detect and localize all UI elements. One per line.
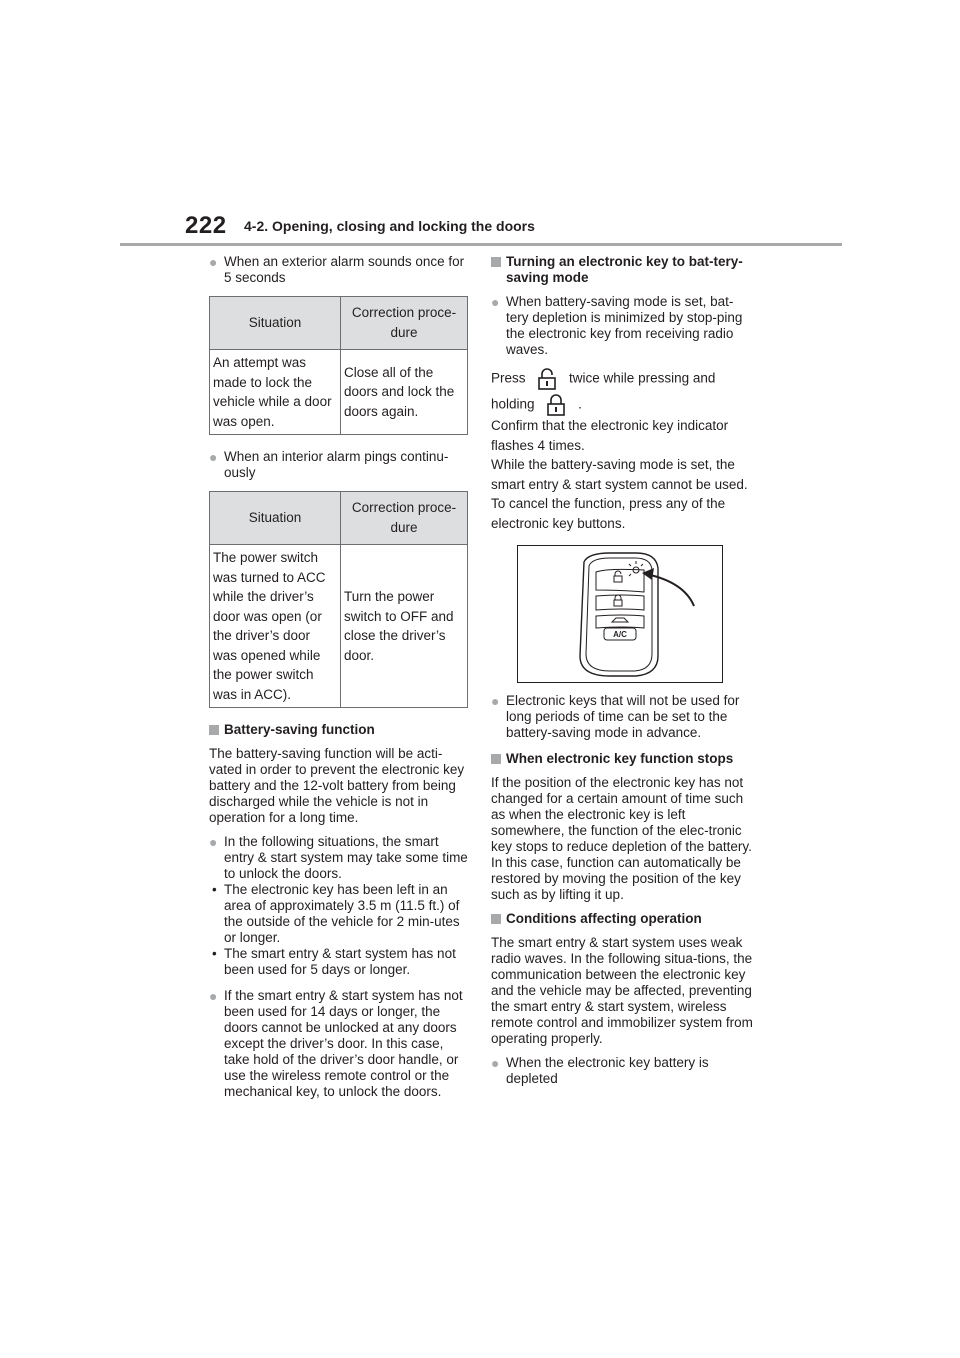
table-header-situation: Situation <box>210 492 341 545</box>
bullet-exterior-alarm: ● When an exterior alarm sounds once for 5 seconds <box>209 254 465 285</box>
holding-instruction: holding . <box>491 394 753 416</box>
circle-bullet-icon: ● <box>491 294 500 310</box>
circle-bullet-icon: ● <box>209 988 218 1004</box>
interior-alarm-table <box>209 491 468 708</box>
bullet-long-periods: ● Electronic keys that will not be used for long periods of time can be set to the battery-saving mode in advance. <box>491 693 740 740</box>
function-stops-paragraph: If the position of the electronic key has not changed for a certain amount of time such as when the electronic key is left somewhere, the function of the elec-tronic key stops to reduce depletion of the battery. <box>491 775 752 854</box>
battery-saving-paragraph: The battery-saving function will be acti-vated in order to prevent the electronic key battery and the 12-volt battery from being discharged while the vehicle is not in operation for a long time. <box>209 746 465 825</box>
bullet-following-situations: ● In the following situations, the smart entry & start system may take some time to unlock the doors. <box>209 834 468 881</box>
bullet-14-days: ● If the smart entry & start system has not been used for 14 days or longer, the doors cannot be unlocked at any doors except the driver’s door. In this case, take hold of the driver’s door handle, or use the wireless remote control or the mechanical key, to unlock the doors. <box>209 988 463 1099</box>
heading-conditions-affecting: Conditions affecting operation <box>491 911 753 927</box>
heading-turning-key: Turning an electronic key to bat-tery-saving mode <box>491 254 753 286</box>
square-marker-icon <box>491 257 501 267</box>
lock-icon <box>538 394 574 416</box>
circle-bullet-icon: ● <box>491 693 500 709</box>
table-cell-situation: An attempt was made to lock the vehicle while a door was open. <box>210 350 341 435</box>
press-instruction: Press twice while pressing and <box>491 368 753 390</box>
ac-button-label: A/C <box>613 630 627 639</box>
dash-item-left-key: • The electronic key has been left in an area of approximately 3.5 m (11.5 ft.) of the outside of the vehicle for 2 min-utes or longer. <box>212 882 460 945</box>
function-restored-paragraph: In this case, function can automatically be restored by moving the position of the key such as by lifting it up. <box>491 855 741 902</box>
table-row <box>210 350 468 435</box>
unlock-icon <box>529 368 565 390</box>
conditions-paragraph: The smart entry & start system uses weak radio waves. In the following situa-tions, the communication between the electronic key and the vehicle may be affected, preventing the smart entry & start system, wireless remote control and immobilizer system from operating properly. <box>491 935 753 1046</box>
circle-bullet-icon: ● <box>209 254 218 270</box>
section-title: 4-2. Opening, closing and locking the doors <box>244 218 535 234</box>
bullet-battery-saving-set: ● When battery-saving mode is set, bat-tery depletion is minimized by stop-ping the electronic key from receiving radio waves. <box>491 294 743 357</box>
header-rule <box>120 243 842 246</box>
while-battery-saving-text: While the battery-saving mode is set, the smart entry & start system cannot be used. To cancel the function, press any of the electronic key buttons. <box>491 457 748 531</box>
square-marker-icon <box>209 725 219 735</box>
exterior-alarm-table <box>209 296 468 435</box>
left-column <box>209 254 471 1110</box>
square-marker-icon <box>491 914 501 924</box>
table-header-situation: Situation <box>210 297 341 350</box>
square-marker-icon <box>491 754 501 764</box>
table-row <box>210 545 468 708</box>
table-header-correction: Correction proce-dure <box>341 297 468 350</box>
table-cell-situation: The power switch was turned to ACC while the driver’s door was open (or the driver’s door was opened while the power switch was in ACC). <box>210 545 341 708</box>
circle-bullet-icon: ● <box>491 1055 500 1071</box>
heading-key-function-stops: When electronic key function stops <box>491 751 753 767</box>
table-cell-correction: Turn the power switch to OFF and close the driver’s door. <box>341 545 468 708</box>
table-header-correction: Correction proce-dure <box>341 492 468 545</box>
heading-battery-saving: Battery-saving function <box>209 722 471 738</box>
bullet-interior-alarm: ● When an interior alarm pings continu-ously <box>209 449 449 480</box>
circle-bullet-icon: ● <box>209 834 218 850</box>
page-number: 222 <box>185 212 227 239</box>
dash-item-not-used: • The smart entry & start system has not been used for 5 days or longer. <box>212 946 456 977</box>
electronic-key-illustration <box>517 545 723 683</box>
circle-bullet-icon: ● <box>209 449 218 465</box>
confirm-indicator-text: Confirm that the electronic key indicator flashes 4 times. <box>491 418 729 453</box>
electronic-key-icon <box>518 546 722 682</box>
table-cell-correction: Close all of the doors and lock the doors again. <box>341 350 468 435</box>
right-column <box>491 254 753 1097</box>
bullet-battery-depleted: ● When the electronic key battery is depleted <box>491 1055 709 1086</box>
